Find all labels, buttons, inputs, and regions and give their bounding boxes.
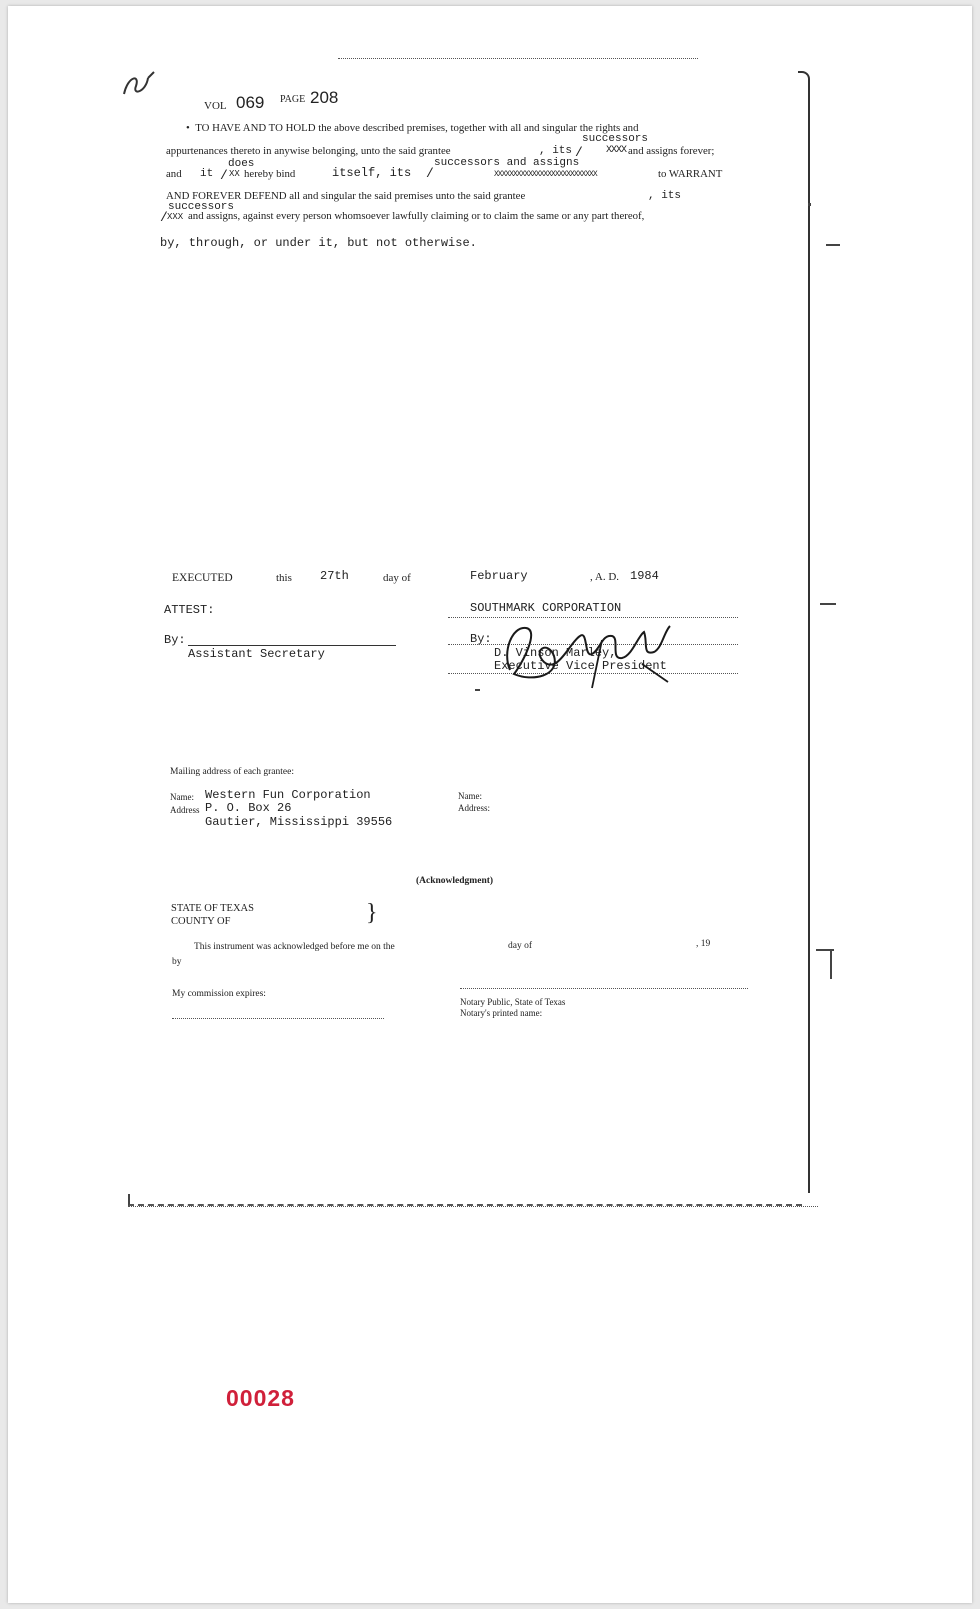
scan-mark <box>808 203 811 206</box>
attest-label: ATTEST: <box>164 603 215 617</box>
address-label: Address <box>170 805 200 815</box>
signer-title: Executive Vice President <box>494 659 667 673</box>
address-label-2: Address: <box>458 803 490 813</box>
habendum-it: it <box>200 168 214 180</box>
day-of-label: day of <box>383 572 411 584</box>
scan-mark <box>826 244 840 246</box>
habendum-text: AND FOREVER DEFEND all and singular the said premises unto the said grantee <box>166 190 526 202</box>
this-label: this <box>276 572 292 584</box>
county-label: COUNTY OF <box>171 916 231 927</box>
signer-name: D. Vinson Marley, <box>494 646 617 660</box>
grantor-company: SOUTHMARK CORPORATION <box>470 601 622 615</box>
attest-signature-line <box>188 645 396 646</box>
commission-label: My commission expires: <box>172 989 266 999</box>
acknowledgment-heading: (Acknowledgment) <box>416 876 494 886</box>
attest-by-label: By: <box>164 633 186 647</box>
struck-text: XXXX <box>606 145 627 156</box>
executed-label: EXECUTED <box>172 572 233 584</box>
ack-by-label: by <box>172 957 182 967</box>
habendum-text: TO HAVE AND TO HOLD the above described premises, together with all and singular the rights and <box>195 122 639 134</box>
attest-title: Assistant Secretary <box>188 647 325 661</box>
habendum-text: and assigns forever; <box>628 145 715 157</box>
ad-label: , A. D. <box>590 571 620 583</box>
vol-number: 069 <box>236 93 265 112</box>
typed-insertion: does <box>228 158 255 170</box>
struck-text: XXX <box>167 212 184 222</box>
address-line-1: P. O. Box 26 <box>205 801 292 815</box>
page-frame-right <box>798 71 810 1193</box>
page-number: 208 <box>310 88 339 107</box>
grantee-name: Western Fun Corporation <box>205 788 371 802</box>
page-frame-bottom <box>128 1194 802 1206</box>
slash-mark: / <box>575 145 583 160</box>
notary-line-1: Notary Public, State of Texas <box>460 997 566 1007</box>
execution-month: February <box>470 569 528 583</box>
habendum-text: to WARRANT <box>658 168 723 180</box>
handwritten-mark-icon <box>118 66 162 100</box>
scan-mark <box>820 603 836 605</box>
bates-stamp: 00028 <box>226 1385 295 1411</box>
habendum-line-2 <box>166 145 451 157</box>
scan-mark <box>475 689 480 691</box>
scan-mark <box>830 951 832 979</box>
slash-mark: / <box>426 166 434 181</box>
page-label: PAGE <box>280 94 306 105</box>
struck-text: XX <box>229 169 240 179</box>
typed-insertion: successors <box>582 133 649 145</box>
habendum-text: appurtenances thereto in anywise belonging, unto the said grantee <box>166 145 451 157</box>
commission-line <box>172 1018 384 1019</box>
ack-year-prefix: , 19 <box>696 939 711 949</box>
address-line-2: Gautier, Mississippi 39556 <box>205 815 393 829</box>
habendum-text: and <box>166 168 182 180</box>
habendum-text: hereby bind <box>244 168 296 180</box>
habendum-its: , its <box>648 190 682 202</box>
execution-year: 1984 <box>630 569 659 583</box>
name-label-2: Name: <box>458 791 482 801</box>
grantor-by-label: By: <box>470 632 492 646</box>
habendum-text: by, through, or under it, but not otherwise. <box>160 236 477 250</box>
document-page <box>8 6 972 1603</box>
scan-top-edge <box>338 58 698 59</box>
habendum-itself: itself, its <box>332 166 412 180</box>
habendum-its: , its <box>539 145 573 157</box>
scan-bottom-edge <box>128 1206 818 1207</box>
brace-mark: } <box>366 900 378 926</box>
notary-signature-line <box>460 988 748 989</box>
state-label: STATE OF TEXAS <box>171 903 254 914</box>
execution-day: 27th <box>320 569 349 583</box>
handwritten-signature-icon <box>492 612 692 692</box>
struck-text: XXXXXXXXXXXXXXXXXXXXXXXXXXX <box>494 170 597 179</box>
typed-insertion: successors <box>168 201 235 213</box>
habendum-line-1: • TO HAVE AND TO HOLD the above described premises, together with all and singular the rights and <box>186 122 639 134</box>
slash-mark: / <box>220 168 228 183</box>
instrument-text: This instrument was acknowledged before me on the <box>194 942 395 952</box>
slash-mark: / <box>160 210 168 225</box>
habendum-text: and assigns, against every person whomsoever lawfully claiming or to claim the same or any part thereof, <box>188 210 645 222</box>
notary-line-2: Notary's printed name: <box>460 1008 543 1018</box>
mailing-heading: Mailing address of each grantee: <box>170 767 294 777</box>
vol-label: VOL <box>204 100 227 112</box>
name-label: Name: <box>170 792 194 802</box>
typed-insertion: successors and assigns <box>434 157 580 169</box>
ack-day-of: day of <box>508 941 533 951</box>
